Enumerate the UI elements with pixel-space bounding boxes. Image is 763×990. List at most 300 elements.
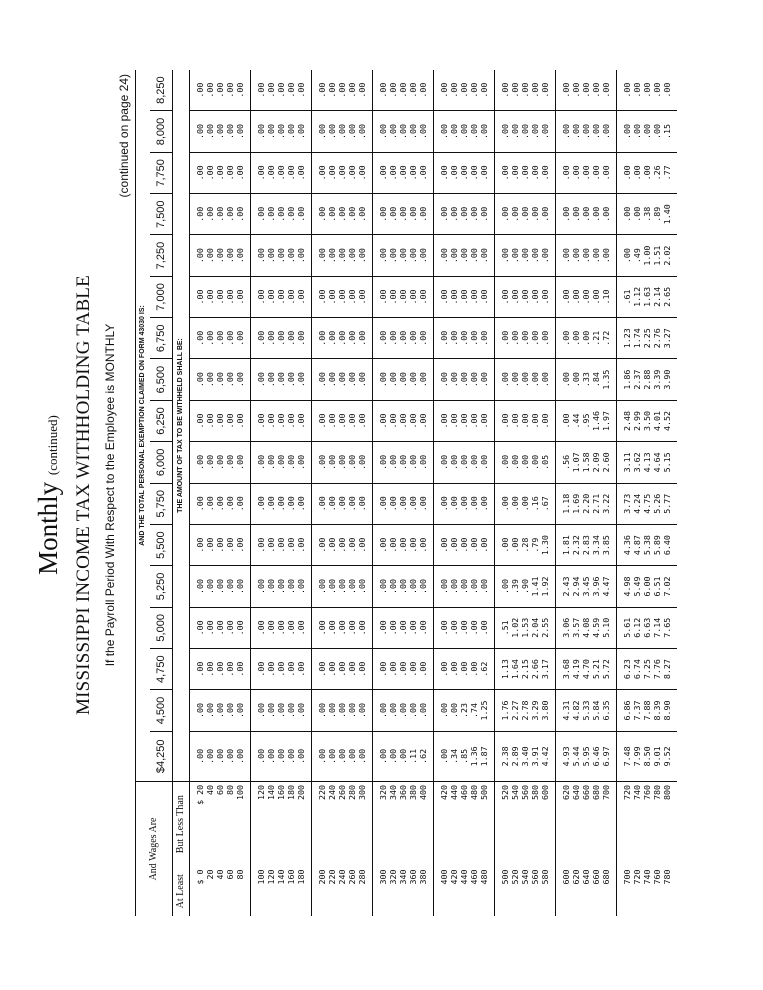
wage-at-least: 280 [356, 869, 367, 885]
tax-amount: .00 [357, 400, 373, 441]
tax-amount: .00 [337, 359, 347, 400]
tax-amount: .00 [286, 690, 296, 731]
tax-amount: .56 [555, 442, 571, 483]
tax-amount: .00 [347, 359, 357, 400]
tax-amount: .00 [581, 194, 591, 235]
tax-amount: .00 [555, 359, 571, 400]
tax-amount: 3.50 [642, 400, 652, 441]
tax-amount: .00 [276, 690, 286, 731]
tax-amount: .00 [250, 400, 266, 441]
tax-amount: .00 [215, 318, 225, 359]
tax-amount: .00 [276, 194, 286, 235]
tax-amount: .00 [540, 111, 556, 152]
tax-amount: .00 [235, 276, 251, 317]
tax-amount: .00 [286, 566, 296, 607]
tax-amount: .00 [266, 648, 276, 689]
tax-amount: .00 [189, 648, 205, 689]
tax-amount: 5.89 [652, 524, 662, 565]
title-text: Monthly [33, 481, 63, 575]
tax-amount: .00 [469, 318, 479, 359]
tax-amount: .00 [459, 483, 469, 524]
tax-amount: .00 [469, 524, 479, 565]
tax-amount: .00 [235, 70, 251, 111]
tax-amount: .00 [388, 111, 398, 152]
wage-at-least: 100 [250, 866, 266, 916]
tax-amount: .00 [372, 483, 388, 524]
tax-amount: .00 [347, 111, 357, 152]
tax-amount: .00 [311, 152, 327, 193]
tax-amount: .00 [571, 276, 581, 317]
wage-at-least: 180 [295, 869, 306, 885]
tax-amount: 4.19 [571, 648, 581, 689]
tax-amount: .00 [652, 70, 662, 111]
tax-amount: .00 [189, 524, 205, 565]
table-row [418, 70, 434, 916]
tax-amount: .00 [296, 194, 312, 235]
tax-amount: .00 [555, 318, 571, 359]
tax-amount: 1.36 [469, 731, 479, 781]
tax-amount: .00 [418, 648, 434, 689]
tax-amount: .00 [286, 607, 296, 648]
tax-amount: 4.82 [571, 690, 581, 731]
tax-amount: .00 [266, 276, 276, 317]
tax-amount: 3.85 [601, 524, 617, 565]
tax-amount: .00 [494, 152, 510, 193]
tax-amount: .00 [408, 111, 418, 152]
tax-amount: .00 [662, 70, 677, 111]
tax-amount: .00 [311, 442, 327, 483]
tax-amount: .00 [398, 690, 408, 731]
tax-amount: .00 [286, 276, 296, 317]
tax-amount: 4.64 [652, 442, 662, 483]
tax-amount: .00 [398, 524, 408, 565]
tax-amount: .00 [372, 648, 388, 689]
table-row [357, 70, 373, 916]
tax-amount: .00 [555, 70, 571, 111]
tax-amount: .00 [311, 731, 327, 781]
tax-amount: .00 [601, 70, 617, 111]
tax-amount: 1.92 [540, 566, 556, 607]
tax-amount: .00 [398, 70, 408, 111]
wage-but-less: 480 [468, 784, 479, 800]
wage-at-least: 400 [433, 866, 449, 916]
tax-amount: .00 [418, 566, 434, 607]
tax-amount: .00 [616, 235, 632, 276]
tax-amount: .00 [189, 607, 205, 648]
wage-but-less: 240 [326, 784, 337, 800]
tax-amount: 2.94 [571, 566, 581, 607]
tax-amount: .00 [327, 400, 337, 441]
tax-amount: .00 [266, 318, 276, 359]
table-row [540, 70, 556, 916]
tax-amount: .00 [337, 524, 347, 565]
exemption-column-header: 5,750 [150, 483, 172, 524]
tax-amount: .00 [311, 318, 327, 359]
tax-amount: .00 [591, 111, 601, 152]
tax-amount: .00 [530, 70, 540, 111]
tax-amount: .00 [388, 400, 398, 441]
table-row [189, 70, 205, 916]
wage-but-less: 300 [356, 784, 367, 800]
continued-note: (continued on page 24) [117, 74, 131, 198]
table-row [372, 70, 388, 916]
tax-amount: .00 [459, 648, 469, 689]
wage-at-least: 40 [214, 869, 225, 880]
tax-amount: 2.66 [530, 648, 540, 689]
tax-amount: .00 [433, 566, 449, 607]
tax-amount: .00 [276, 318, 286, 359]
tax-amount: .00 [347, 566, 357, 607]
wage-but-less: 100 [234, 784, 245, 800]
tax-amount: .00 [276, 524, 286, 565]
tax-amount: .00 [398, 648, 408, 689]
tax-amount: .00 [616, 152, 632, 193]
tax-amount: .00 [337, 731, 347, 781]
tax-amount: .00 [433, 318, 449, 359]
tax-amount: .00 [296, 318, 312, 359]
table-row [296, 70, 312, 916]
wage-but-less: 640 [570, 784, 581, 800]
tax-amount: .00 [433, 442, 449, 483]
tax-amount: .00 [601, 194, 617, 235]
table-row [601, 70, 617, 916]
tax-amount: .00 [469, 235, 479, 276]
tax-amount: .51 [494, 607, 510, 648]
tax-amount: 6.40 [662, 524, 677, 565]
tax-amount: .00 [449, 318, 459, 359]
wage-at-least: 780 [661, 869, 672, 885]
tax-amount: .85 [459, 731, 469, 781]
tax-amount: .00 [337, 318, 347, 359]
tax-amount: .00 [250, 566, 266, 607]
tax-amount: .00 [296, 607, 312, 648]
tax-amount: .00 [408, 442, 418, 483]
tax-amount: .00 [225, 731, 235, 781]
tax-amount: .00 [520, 70, 530, 111]
tax-amount: .00 [510, 524, 520, 565]
tax-amount: .00 [510, 70, 520, 111]
tax-amount: .00 [433, 690, 449, 731]
tax-amount: .00 [479, 483, 495, 524]
tax-amount: .26 [652, 152, 662, 193]
tax-amount: 8.50 [642, 731, 652, 781]
tax-amount: 2.89 [510, 731, 520, 781]
tax-amount: 2.32 [571, 524, 581, 565]
tax-amount: .00 [327, 483, 337, 524]
tax-amount: .00 [296, 152, 312, 193]
wage-but-less: $ 20 [189, 781, 205, 866]
tax-amount: .00 [520, 235, 530, 276]
tax-amount: .00 [459, 442, 469, 483]
tax-amount: .00 [520, 442, 530, 483]
tax-amount: .00 [225, 235, 235, 276]
tax-amount: .00 [418, 483, 434, 524]
tax-amount: .79 [530, 524, 540, 565]
tax-amount: .00 [581, 235, 591, 276]
tax-amount: .00 [449, 648, 459, 689]
tax-amount: .00 [250, 442, 266, 483]
tax-amount: .00 [433, 400, 449, 441]
wage-but-less: 800 [661, 784, 672, 800]
tax-amount: .00 [433, 524, 449, 565]
title-suffix: (continued) [45, 415, 60, 476]
tax-amount: 3.11 [616, 442, 632, 483]
wage-at-least: 20 [204, 869, 215, 880]
tax-amount: .00 [372, 152, 388, 193]
tax-amount: .00 [449, 235, 459, 276]
tax-amount: .00 [433, 70, 449, 111]
tax-amount: 3.06 [555, 607, 571, 648]
tax-amount: .00 [296, 70, 312, 111]
tax-amount: .00 [408, 152, 418, 193]
tax-amount: .00 [449, 483, 459, 524]
tax-amount: .00 [250, 318, 266, 359]
tax-amount: .00 [540, 276, 556, 317]
tax-amount: .00 [632, 111, 642, 152]
tax-amount: .00 [652, 111, 662, 152]
tax-amount: .00 [337, 566, 347, 607]
tax-amount: .00 [266, 566, 276, 607]
tax-amount: .00 [408, 566, 418, 607]
tax-amount: .00 [205, 276, 215, 317]
tax-amount: 7.88 [642, 690, 652, 731]
tax-amount: 3.40 [520, 731, 530, 781]
tax-amount: .00 [418, 690, 434, 731]
tax-amount: .00 [469, 359, 479, 400]
tax-amount: 4.93 [555, 731, 571, 781]
wage-but-less: 320 [372, 781, 388, 866]
tax-amount: .00 [449, 152, 459, 193]
tax-amount: .00 [581, 70, 591, 111]
wage-at-least: 380 [417, 869, 428, 885]
tax-amount: .00 [479, 235, 495, 276]
tax-amount: .00 [555, 235, 571, 276]
tax-amount: .00 [189, 483, 205, 524]
exemption-column-header: 5,500 [150, 524, 172, 565]
tax-amount: .00 [311, 483, 327, 524]
table-row [616, 70, 632, 916]
exemption-header: AND THE TOTAL PERSONAL EXEMPTION CLAIMED ON FORM 43030 IS: [136, 70, 151, 781]
exemption-column-header: 7,750 [150, 152, 172, 193]
tax-amount: .15 [662, 111, 677, 152]
tax-amount: 7.14 [652, 607, 662, 648]
tax-amount: .00 [296, 400, 312, 441]
tax-amount: .00 [530, 318, 540, 359]
tax-amount: .00 [347, 607, 357, 648]
tax-amount: .00 [433, 731, 449, 781]
tax-amount: .00 [510, 359, 520, 400]
tax-amount: .00 [357, 648, 373, 689]
tax-amount: 6.12 [632, 607, 642, 648]
tax-amount: .00 [205, 318, 215, 359]
wage-but-less: 520 [494, 781, 510, 866]
tax-amount: .00 [408, 235, 418, 276]
tax-amount: .00 [469, 194, 479, 235]
tax-amount: 5.72 [601, 648, 617, 689]
tax-amount: .00 [459, 318, 469, 359]
tax-amount: 6.63 [642, 607, 652, 648]
tax-amount: .62 [479, 648, 495, 689]
tax-amount: .00 [311, 524, 327, 565]
tax-amount: .00 [449, 194, 459, 235]
tax-amount: .72 [601, 318, 617, 359]
tax-amount: 1.69 [571, 483, 581, 524]
tax-amount: .00 [469, 442, 479, 483]
tax-amount: .00 [555, 194, 571, 235]
tax-amount: .10 [601, 276, 617, 317]
tax-amount: .00 [398, 731, 408, 781]
tax-amount: 2.27 [510, 690, 520, 731]
tax-amount: .00 [433, 359, 449, 400]
table-row [215, 70, 225, 916]
tax-amount: .00 [469, 400, 479, 441]
tax-amount: .67 [540, 483, 556, 524]
table-row [433, 70, 449, 916]
tax-amount: .00 [311, 235, 327, 276]
tax-amount: .00 [266, 152, 276, 193]
tax-amount: 6.86 [616, 690, 632, 731]
tax-amount: .00 [327, 194, 337, 235]
tax-amount: .00 [388, 359, 398, 400]
tax-amount: 3.39 [652, 359, 662, 400]
exemption-column-header: 5,250 [150, 566, 172, 607]
tax-amount: .00 [225, 400, 235, 441]
tax-amount: .00 [205, 690, 215, 731]
tax-amount: .00 [189, 400, 205, 441]
tax-amount: .00 [479, 400, 495, 441]
tax-amount: 2.43 [555, 566, 571, 607]
tax-amount: .00 [327, 648, 337, 689]
table-row [225, 70, 235, 916]
tax-amount: .00 [215, 607, 225, 648]
wage-but-less: 500 [478, 784, 489, 800]
wage-at-least: 160 [285, 869, 296, 885]
wage-but-less: 420 [433, 781, 449, 866]
tax-amount: 5.95 [581, 731, 591, 781]
exemption-column-header: 7,250 [150, 235, 172, 276]
tax-amount: .00 [555, 400, 571, 441]
tax-amount: .00 [276, 359, 286, 400]
tax-amount: .00 [388, 235, 398, 276]
tax-amount: .00 [449, 524, 459, 565]
table-row [459, 70, 469, 916]
tax-amount: 8.90 [662, 690, 677, 731]
wage-at-least: 420 [448, 869, 459, 885]
tax-amount: .00 [347, 318, 357, 359]
tax-amount: .00 [408, 607, 418, 648]
tax-amount: .00 [388, 318, 398, 359]
tax-amount: 1.35 [601, 359, 617, 400]
tax-amount: .00 [311, 607, 327, 648]
tax-amount: .00 [357, 442, 373, 483]
tax-amount: 1.23 [616, 318, 632, 359]
tax-amount: .00 [388, 566, 398, 607]
tax-amount: .00 [347, 400, 357, 441]
tax-amount: .00 [632, 194, 642, 235]
tax-amount: 3.96 [591, 566, 601, 607]
tax-amount: .00 [215, 483, 225, 524]
tax-amount: 3.34 [591, 524, 601, 565]
table-row [311, 70, 327, 916]
tax-amount: .00 [372, 194, 388, 235]
tax-amount: .00 [540, 235, 556, 276]
tax-amount: 2.55 [540, 607, 556, 648]
table-row [388, 70, 398, 916]
tax-amount: .00 [469, 566, 479, 607]
wage-at-least: 260 [346, 869, 357, 885]
tax-amount: .00 [189, 359, 205, 400]
tax-amount: .00 [266, 70, 276, 111]
tax-amount: 6.74 [632, 648, 642, 689]
wage-but-less: 120 [250, 781, 266, 866]
tax-amount: .00 [408, 483, 418, 524]
tax-amount: .00 [398, 194, 408, 235]
tax-amount: .00 [286, 70, 296, 111]
tax-amount: .00 [235, 731, 251, 781]
tax-amount: .00 [418, 152, 434, 193]
table-row [347, 70, 357, 916]
tax-amount: .05 [540, 442, 556, 483]
wage-but-less: 620 [555, 781, 571, 866]
tax-amount: .00 [286, 731, 296, 781]
tax-amount: .00 [398, 318, 408, 359]
tax-amount: .00 [225, 483, 235, 524]
tax-amount: .00 [388, 731, 398, 781]
tax-amount: .00 [581, 111, 591, 152]
table-row [286, 70, 296, 916]
tax-amount: 6.23 [616, 648, 632, 689]
tax-amount: 3.17 [540, 648, 556, 689]
tax-amount: .00 [479, 566, 495, 607]
tax-amount: .00 [296, 111, 312, 152]
tax-amount: 1.74 [632, 318, 642, 359]
tax-amount: .00 [530, 235, 540, 276]
tax-amount: .00 [469, 483, 479, 524]
tax-amount: .00 [189, 731, 205, 781]
tax-amount: .00 [311, 111, 327, 152]
tax-amount: .00 [215, 566, 225, 607]
table-row [494, 70, 510, 916]
tax-amount: .00 [398, 400, 408, 441]
tax-amount: .00 [357, 235, 373, 276]
tax-amount: .00 [372, 524, 388, 565]
tax-amount: .00 [408, 70, 418, 111]
tax-amount: .00 [337, 607, 347, 648]
tax-amount: .00 [205, 731, 215, 781]
tax-amount: 1.64 [510, 648, 520, 689]
tax-amount: .00 [632, 152, 642, 193]
wage-at-least: 760 [651, 869, 662, 885]
tax-amount: .00 [296, 731, 312, 781]
tax-amount: .00 [540, 400, 556, 441]
tax-amount: .89 [652, 194, 662, 235]
wage-but-less: 400 [417, 784, 428, 800]
tax-amount: .00 [418, 359, 434, 400]
wage-at-least: 460 [468, 869, 479, 885]
tax-amount: .00 [494, 235, 510, 276]
tax-amount: .00 [205, 566, 215, 607]
tax-amount: .00 [571, 235, 581, 276]
wage-but-less: 600 [539, 784, 550, 800]
tax-amount: .00 [530, 359, 540, 400]
tax-amount: .00 [337, 111, 347, 152]
wage-but-less: 200 [295, 784, 306, 800]
tax-amount: .00 [276, 400, 286, 441]
tax-amount: .00 [225, 607, 235, 648]
tax-amount: .00 [520, 194, 530, 235]
tax-amount: .00 [372, 607, 388, 648]
tax-amount: 2.20 [581, 483, 591, 524]
